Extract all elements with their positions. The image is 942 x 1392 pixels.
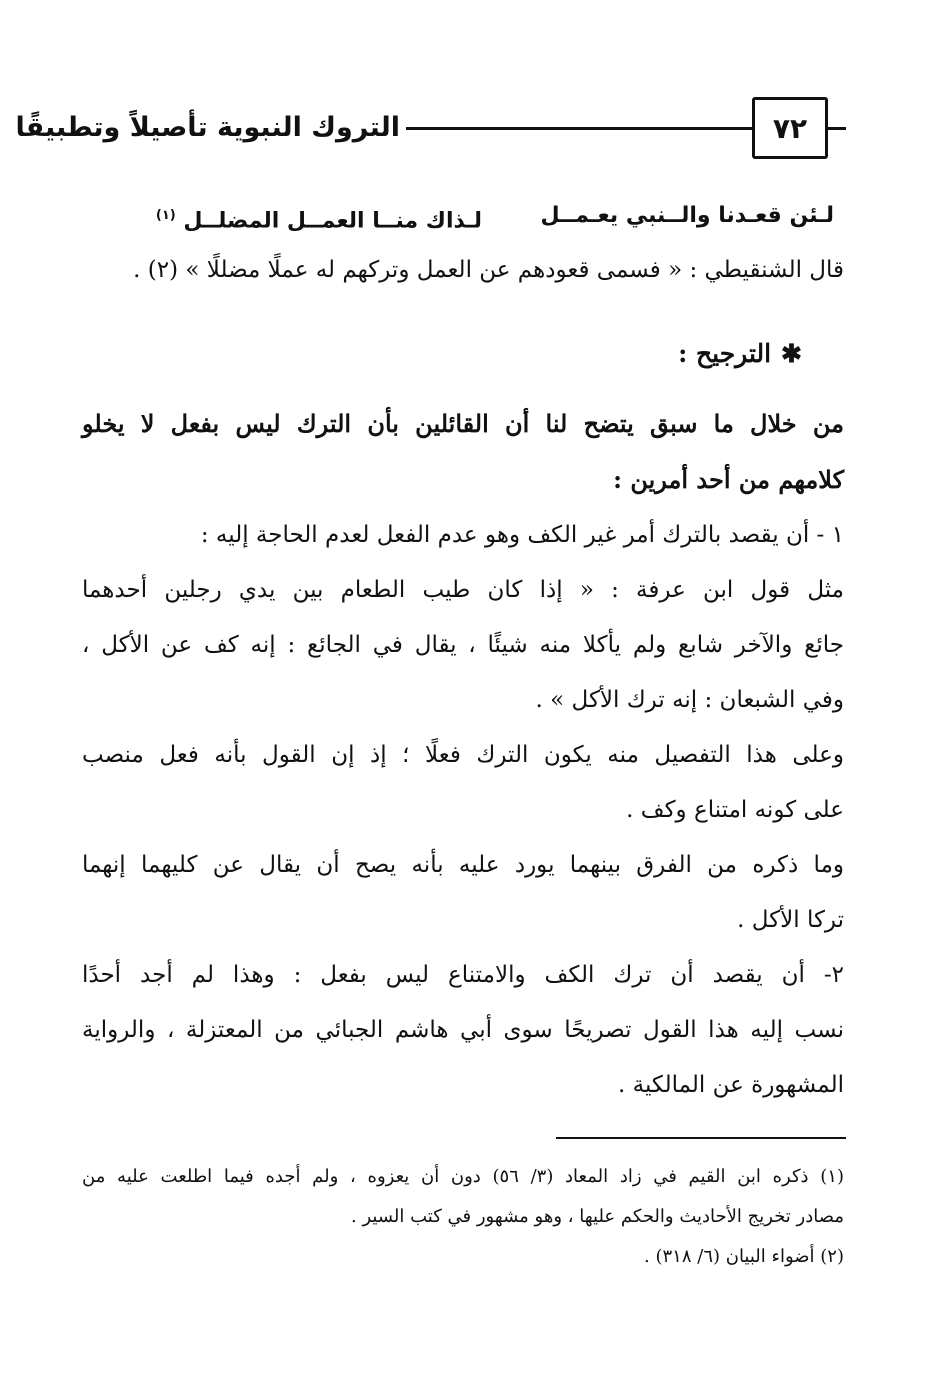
section-heading	[678, 330, 802, 378]
text-line: من خلال ما سبق يتضح لنا أن القائلين بأن الترك ليس بفعل لا يخلو	[82, 409, 844, 438]
footnote-line: (١) ذكره ابن القيم في زاد المعاد (٣/ ٥٦) دون أن يعزوه ، ولم أجده فيما اطلعت عليه من	[82, 1166, 844, 1187]
footnote-marker: (١)	[155, 208, 176, 223]
running-title: التروك النبوية تأصيلاً وتطبيقًا	[15, 112, 400, 143]
text-line: المشهورة عن المالكية .	[617, 1072, 844, 1098]
text-line: كلامهم من أحد أمرين :	[613, 465, 844, 494]
page-number: ٧٢	[772, 111, 808, 145]
text-line: وعلى هذا التفصيل منه يكون الترك فعلًا ؛ إذ إن القول بأنه فعل منصب	[82, 742, 844, 768]
footnote-line: (٢) أضواء البيان (٦/ ٣١٨) .	[644, 1246, 844, 1267]
section-heading-text: الترجيح :	[678, 339, 772, 368]
text-line: نسب إليه هذا القول تصريحًا سوى أبي هاشم الجبائي من المعتزلة ، والرواية	[82, 1017, 844, 1043]
poem-second-text: لـذاك منــا العمــل المضلــل	[183, 208, 482, 234]
star-icon: ✱	[781, 339, 802, 368]
poem-hemistich-second	[156, 196, 482, 236]
text-line: ١ - أن يقصد بالترك أمر غير الكف وهو عدم الفعل لعدم الحاجة إليه :	[200, 522, 844, 548]
text-line: ٢- أن يقصد أن ترك الكف والامتناع ليس بفعل : وهذا لم أجد أحدًا	[82, 962, 844, 988]
footnote-line: مصادر تخريج الأحاديث والحكم عليها ، وهو مشهور في كتب السير .	[351, 1206, 844, 1227]
header-rule-right	[826, 127, 846, 130]
header-rule	[406, 127, 752, 130]
page-number-box	[752, 97, 828, 159]
text-line: وفي الشبعان : إنه ترك الأكل » .	[535, 687, 844, 713]
text-line: مثل قول ابن عرفة : « إذا كان طيب الطعام بين يدي رجلين أحدهما	[82, 577, 844, 603]
text-line: تركا الأكل .	[737, 907, 844, 933]
footnote-separator	[556, 1137, 846, 1139]
text-line: قال الشنقيطي : « فسمى قعودهم عن العمل وتركهم له عملًا مضللًا » (٢) .	[133, 257, 844, 283]
text-line: جائع والآخر شابع ولم يأكلا منه شيئًا ، يقال في الجائع : إنه كف عن الأكل ،	[82, 632, 844, 658]
poem-hemistich-first	[541, 196, 834, 236]
poem-first-text: لـئن قعـدنا والــنبي يعـمــل	[540, 203, 834, 228]
text-line: على كونه امتناع وكف .	[626, 797, 844, 823]
text-line: وما ذكره من الفرق بينهما يورد عليه بأنه يصح أن يقال عن كليهما إنهما	[82, 852, 844, 878]
